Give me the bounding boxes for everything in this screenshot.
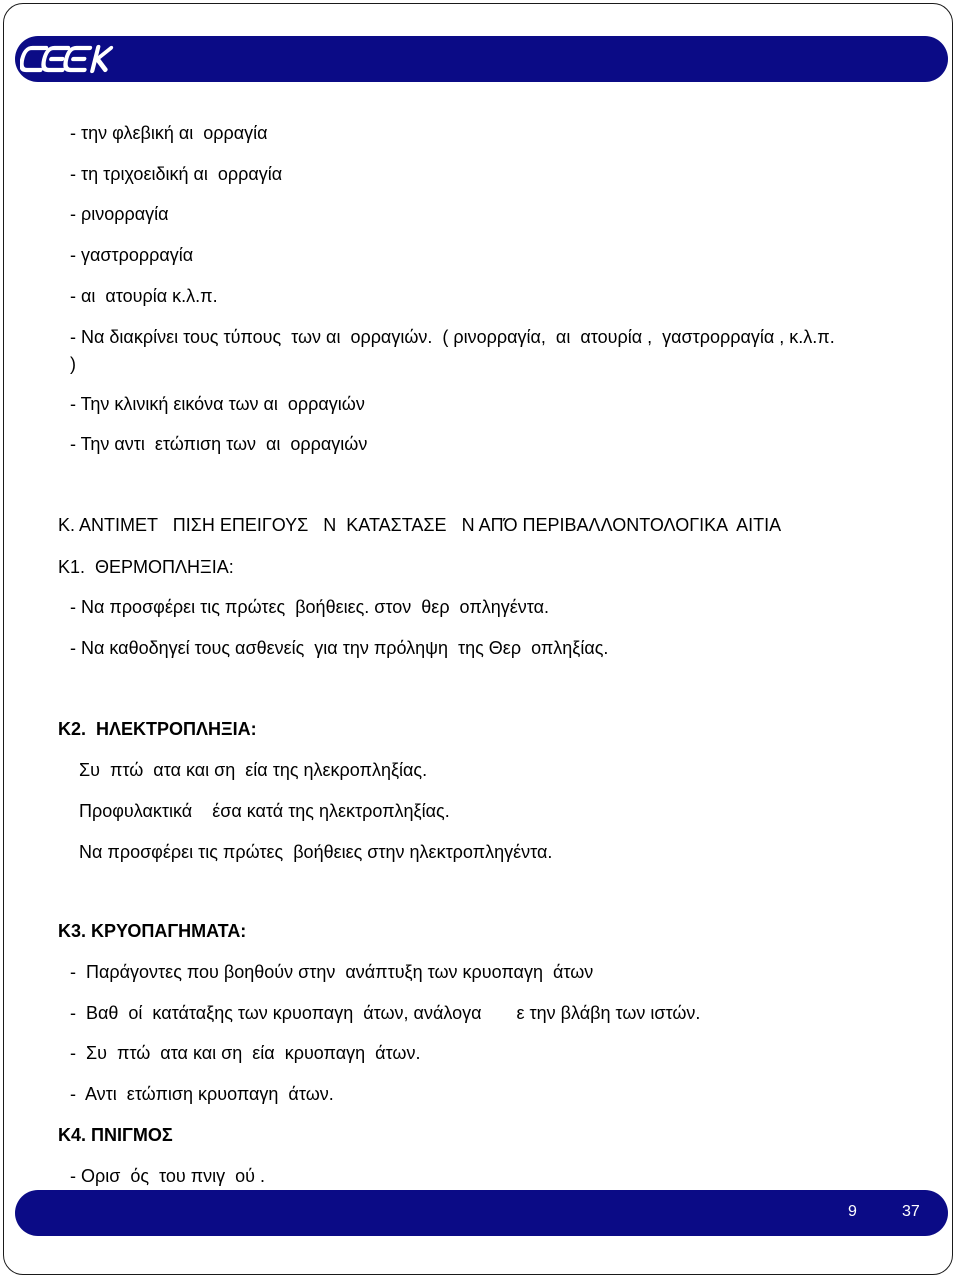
subsection-heading: Κ3. ΚΡΥΟΠΑΓΗΜΑΤΑ:: [58, 921, 247, 941]
subsection-heading: Κ4. ΠΝΙΓΜΟΣ: [58, 1125, 173, 1145]
ceek-logo-icon: [20, 40, 120, 78]
section-heading: Κ. ΑΝΤΙΜΕΤ ΠΙΣΗ ΕΠΕΙΓΟΥΣ Ν ΚΑΤΑΣΤΑΣΕ Ν ΑΠΌ ΠΕΡΙΒΑΛΛΟΝΤΟΛΟΓΙΚΑ ΑΙΤΙΑ: [58, 515, 782, 535]
subsection-heading: Κ2. ΗΛΕΚΤΡΟΠΛΗΞΙΑ:: [58, 719, 257, 739]
list-item: Προφυλακτικά έσα κατά της ηλεκτροπληξίας.: [79, 801, 450, 821]
header-bar: [15, 36, 948, 82]
subsection-heading: Κ1. ΘΕΡΜΟΠΛΗΞΙΑ:: [58, 557, 234, 577]
list-item: - Την κλινική εικόνα των αι ορραγιών: [70, 394, 365, 414]
list-item: - Αντι ετώπιση κρυοπαγη άτων.: [70, 1084, 334, 1104]
list-item: - ρινορραγία: [70, 204, 169, 224]
list-item: Να προσφέρει τις πρώτες βοήθειες στην ηλεκτροπληγέντα.: [79, 842, 553, 862]
total-pages: 37: [902, 1203, 920, 1220]
list-item: - Να διακρίνει τους τύπους των αι ορραγιών. ( ρινορραγία, αι ατουρία , γαστρορραγία , κ.λ.π.: [70, 327, 835, 347]
list-item: Συ πτώ ατα και ση εία της ηλεκροπληξίας.: [79, 760, 428, 780]
list-item: - την φλεβική αι ορραγία: [70, 123, 268, 143]
list-item: - Να καθοδηγεί τους ασθενείς για την πρόληψη της Θερ οπληξίας.: [70, 638, 609, 658]
list-item-continuation: ): [70, 354, 76, 374]
list-item: - Παράγοντες που βοηθούν στην ανάπτυξη των κρυοπαγη άτων: [70, 962, 594, 982]
list-item: - τη τριχοειδική αι ορραγία: [70, 164, 283, 184]
list-item: - Συ πτώ ατα και ση εία κρυοπαγη άτων.: [70, 1043, 421, 1063]
page-number: 9: [848, 1203, 857, 1220]
list-item: - αι ατουρία κ.λ.π.: [70, 286, 218, 306]
list-item: - Ορισ ός του πνιγ ού .: [70, 1166, 266, 1186]
list-item: - Βαθ οί κατάταξης των κρυοπαγη άτων, ανάλογα ε την βλάβη των ιστών.: [70, 1003, 701, 1023]
footer-bar: [15, 1190, 948, 1236]
list-item: - γαστρορραγία: [70, 245, 194, 265]
list-item: - Να προσφέρει τις πρώτες βοήθειες. στον θερ οπληγέντα.: [70, 597, 550, 617]
list-item: - Την αντι ετώπιση των αι ορραγιών: [70, 434, 368, 454]
